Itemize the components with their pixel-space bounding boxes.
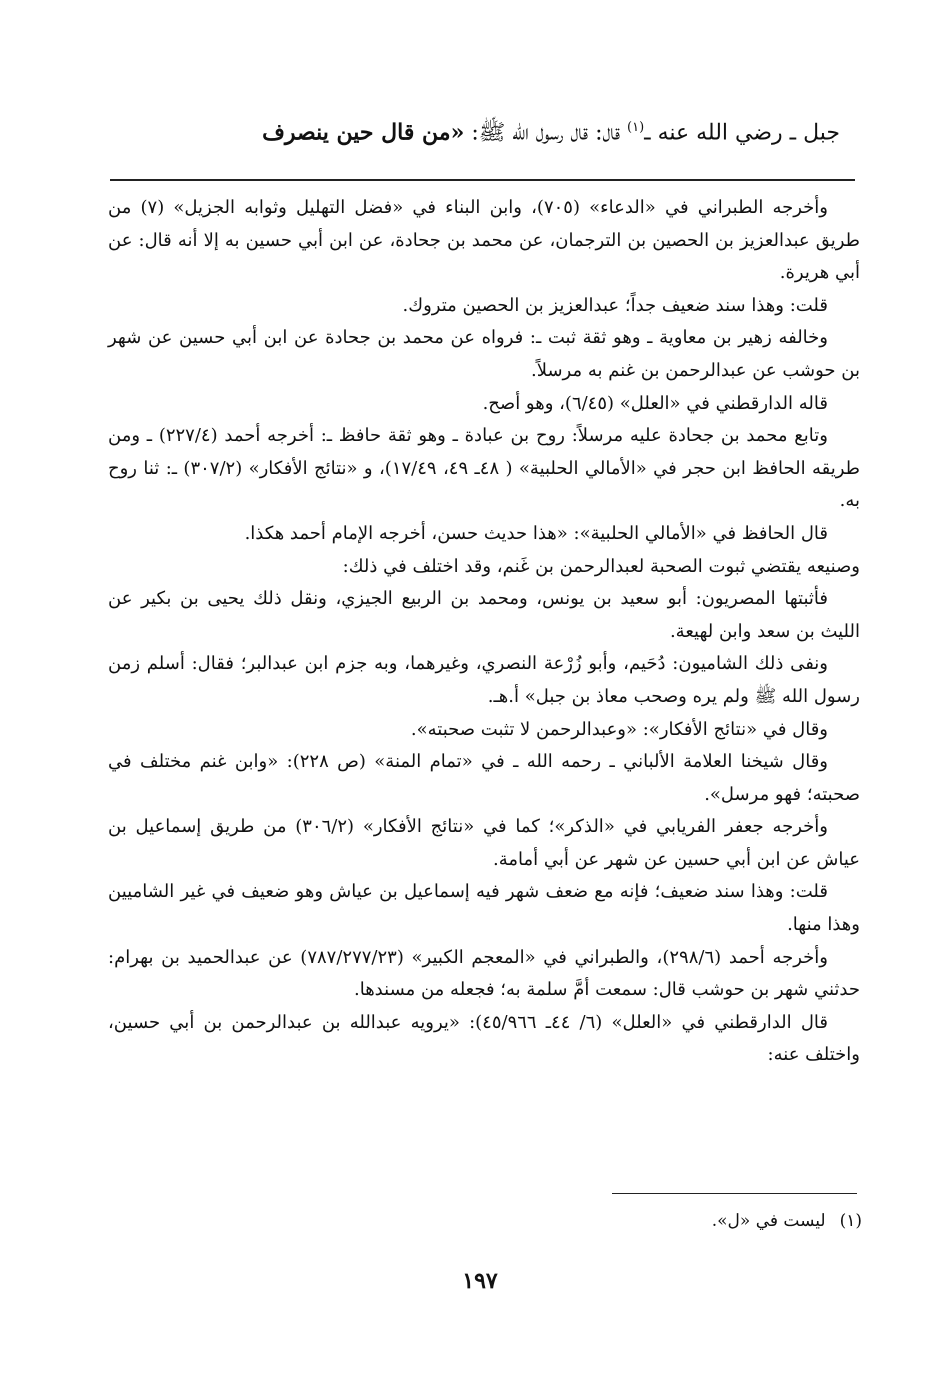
paragraph: قال الحافظ في «الأمالي الحلبية»: «هذا حديث حسن، أخرجه الإمام أحمد هكذا.: [244, 522, 828, 544]
continuation-line: [100, 108, 840, 153]
footnote-number: (١): [839, 1211, 862, 1231]
paragraph: وقال شيخنا العلامة الألباني ـ رحمه الله ـ في «تمام المنة» (ص ٢٢٨): «وابن غنم مختلف في صحبته؛ فهو مرسل».: [108, 751, 860, 805]
paragraph: وأخرجه الطبراني في «الدعاء» (٧٠٥)، وابن البناء في «فضل التهليل وثوابه الجزيل» (٧) من طريق عبدالعزيز بن الحصين بن الترجمان، عن محمد بن جحادة، عن ابن أبي حسين به إلا أنه قال: عن أبي هريرة.: [108, 197, 860, 284]
header-text-start: جبل ـ رضي الله عنه ـ: [644, 120, 840, 146]
paragraph: وتابع محمد بن جحادة عليه مرسلاً: روح بن عبادة ـ وهو ثقة حافظ ـ: أخرجه أحمد (٢٢٧/٤) ـ ومن طريقه الحافظ ابن حجر في «الأمالي الحلبية» ( ٤٨ـ ٤٩، ١٧/٤٩)، و «نتائج الأفكار» (٣٠٧/٢) ـ: ثنا روح به.: [108, 425, 860, 512]
paragraph: وخالفه زهير بن معاوية ـ وهو ثقة ثبت ـ: فرواه عن محمد بن جحادة عن ابن أبي حسين عن شهر بن حوشب عن عبدالرحمن بن غنم به مرسلاً.: [108, 327, 860, 381]
footnote-divider: [612, 1193, 857, 1194]
paragraph: قال الدارقطني في «العلل» (٦/ ٤٤ـ ٤٥/٩٦٦): «يرويه عبدالله بن عبدالرحمن بن أبي حسين، واختلف عنه:: [108, 1011, 860, 1066]
paragraph: وقال في «نتائج الأفكار»: «وعبدالرحمن لا تثبت صحبته».: [410, 718, 828, 740]
paragraph: قلت: وهذا سند ضعيف جداً؛ عبدالعزيز بن الحصين متروك.: [402, 294, 828, 316]
paragraph: وأخرجه جعفر الفريابي في «الذكر»؛ كما في «نتائج الأفكار» (٣٠٦/٢) من طريق إسماعيل بن عياش عن ابن أبي حسين عن شهر عن أبي أمامة.: [108, 816, 860, 870]
paragraph: ونفى ذلك الشاميون: دُحَيم، وأبو زُرْعة النصري، وغيرهما، وبه جزم ابن عبدالبر؛ فقال: أسلم زمن رسول الله ﷺ ولم يره وصحب معاذ بن جبل» أ.هـ.: [108, 653, 860, 707]
footnote-reference: (١): [627, 120, 645, 135]
footnote-text: ليست في «ل».: [711, 1211, 826, 1231]
paragraph: وأخرجه أحمد (٢٩٨/٦)، والطبراني في «المعجم الكبير» (٧٨٧/٢٧٧/٢٣) عن عبدالحميد بن بهرام: حدثني شهر بن حوشب قال: سمعت أمَّ سلمة به؛ فجعله من مسندها.: [108, 946, 860, 1001]
footnote: [400, 1206, 862, 1236]
header-text-end: قال: قال رسول الله ﷺ:: [464, 120, 627, 146]
paragraph: قاله الدارقطني في «العلل» (٦/٤٥)، وهو أصح.: [482, 392, 828, 414]
paragraph: فأثبتها المصريون: أبو سعيد بن يونس، ومحمد بن الربيع الجيزي، ونقل ذلك يحيى بن بكير عن الليث بن سعد وابن لهيعة.: [108, 588, 860, 642]
commentary-text: [108, 192, 860, 1072]
paragraph: قلت: وهذا سند ضعيف؛ فإنه مع ضعف شهر فيه إسماعيل بن عياش وهو ضعيف في غير الشاميين وهذا منها.: [108, 881, 860, 936]
paragraph: وصنيعه يقتضي ثبوت الصحبة لعبدالرحمن بن غَنم، وقد اختلف في ذلك:: [342, 555, 860, 577]
page-number: ١٩٧: [462, 1268, 498, 1294]
top-divider: [110, 179, 855, 181]
header-bold-quote: «من قال حين ينصرف: [262, 119, 465, 146]
